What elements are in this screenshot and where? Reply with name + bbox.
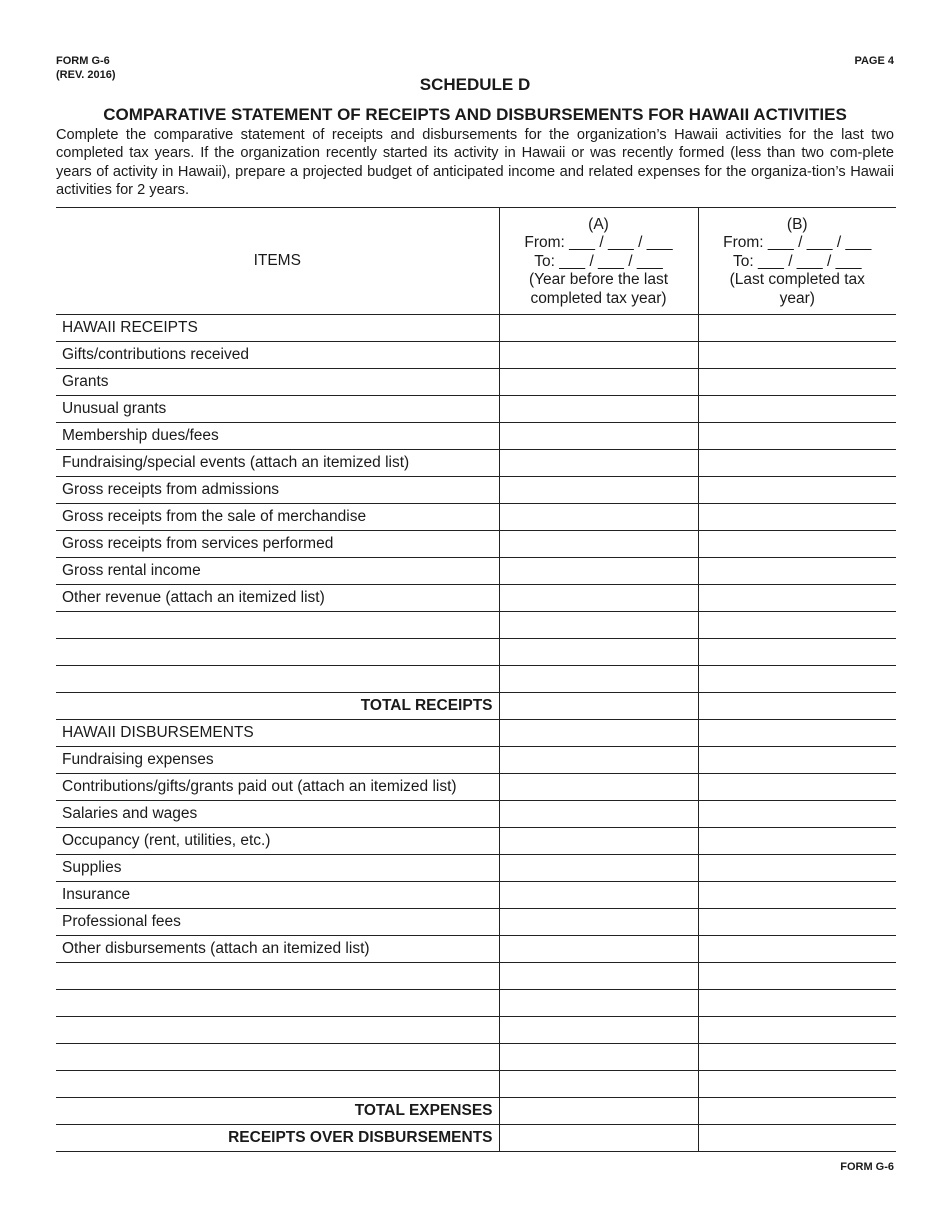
blank-item-input[interactable] [56, 1044, 499, 1071]
total-label: TOTAL EXPENSES [56, 1098, 499, 1125]
item-label: Occupancy (rent, utilities, etc.) [56, 828, 499, 855]
table-row [56, 585, 896, 612]
table-row [56, 531, 896, 558]
column-b-amount-input[interactable] [698, 747, 896, 774]
column-a-amount-input[interactable] [499, 558, 698, 585]
column-b-amount-input[interactable] [698, 855, 896, 882]
column-a-amount-input[interactable] [499, 612, 698, 639]
table-row [56, 477, 896, 504]
table-row [56, 1044, 896, 1071]
column-b-description-2: year) [779, 289, 815, 307]
blank-item-input[interactable] [56, 1017, 499, 1044]
receipts-disbursements-table [56, 207, 896, 1152]
table-row [56, 909, 896, 936]
column-b-amount-input[interactable] [698, 369, 896, 396]
table-row [56, 774, 896, 801]
column-a-description-2: completed tax year) [530, 289, 667, 307]
table-row [56, 396, 896, 423]
column-a-amount-input[interactable] [499, 639, 698, 666]
column-a-amount-input[interactable] [499, 1044, 698, 1071]
item-label: Fundraising expenses [56, 747, 499, 774]
column-a-amount-input[interactable] [499, 504, 698, 531]
table-row [56, 936, 896, 963]
table-row [56, 423, 896, 450]
table-row [56, 450, 896, 477]
column-a-to-date[interactable]: To: ___ / ___ / ___ [534, 252, 663, 270]
column-b-amount-input[interactable] [698, 1125, 896, 1152]
column-a-amount-input[interactable] [499, 1017, 698, 1044]
blank-item-input[interactable] [56, 1071, 499, 1098]
item-label: Gross receipts from admissions [56, 477, 499, 504]
column-a-description-1: (Year before the last [528, 271, 668, 289]
column-b-amount-input[interactable] [698, 720, 896, 747]
table-row [56, 342, 896, 369]
column-a-amount-input[interactable] [499, 315, 698, 342]
column-b-amount-input[interactable] [698, 909, 896, 936]
table-body [56, 315, 896, 1152]
blank-item-input[interactable] [56, 990, 499, 1017]
column-b-amount-input[interactable] [698, 477, 896, 504]
column-b-amount-input[interactable] [698, 1044, 896, 1071]
table-row [56, 666, 896, 693]
item-label: Unusual grants [56, 396, 499, 423]
column-b-amount-input[interactable] [698, 1071, 896, 1098]
column-a-amount-input[interactable] [499, 1098, 698, 1125]
column-b-from-date[interactable]: From: ___ / ___ / ___ [723, 234, 872, 252]
column-b-amount-input[interactable] [698, 423, 896, 450]
item-label: Gross receipts from services performed [56, 531, 499, 558]
table-row [56, 1071, 896, 1098]
item-label: Grants [56, 369, 499, 396]
column-a-amount-input[interactable] [499, 450, 698, 477]
column-a-amount-input[interactable] [499, 801, 698, 828]
footer-form-id: FORM G-6 [840, 1161, 894, 1173]
table-row [56, 558, 896, 585]
item-label: Other disbursements (attach an itemized list) [56, 936, 499, 963]
table-row [56, 693, 896, 720]
column-b-amount-input[interactable] [698, 531, 896, 558]
column-a-amount-input[interactable] [499, 477, 698, 504]
column-a-header [499, 208, 698, 315]
table-row [56, 639, 896, 666]
column-b-amount-input[interactable] [698, 315, 896, 342]
column-b-amount-input[interactable] [698, 828, 896, 855]
table-row [56, 612, 896, 639]
column-a-amount-input[interactable] [499, 936, 698, 963]
table-row [56, 801, 896, 828]
column-b-amount-input[interactable] [698, 504, 896, 531]
column-a-amount-input[interactable] [499, 963, 698, 990]
column-a-amount-input[interactable] [499, 1071, 698, 1098]
column-a-amount-input[interactable] [499, 396, 698, 423]
schedule-title: SCHEDULE D [419, 75, 531, 94]
item-label: Membership dues/fees [56, 423, 499, 450]
column-a-amount-input[interactable] [499, 585, 698, 612]
table-row [56, 315, 896, 342]
column-b-amount-input[interactable] [698, 558, 896, 585]
column-a-amount-input[interactable] [499, 693, 698, 720]
blank-item-input[interactable] [56, 963, 499, 990]
item-label: Fundraising/special events (attach an itemized list) [56, 450, 499, 477]
column-a-amount-input[interactable] [499, 855, 698, 882]
column-b-amount-input[interactable] [698, 693, 896, 720]
column-a-amount-input[interactable] [499, 774, 698, 801]
section-label: HAWAII DISBURSEMENTS [56, 720, 499, 747]
item-label: Gross receipts from the sale of merchandise [56, 504, 499, 531]
column-b-amount-input[interactable] [698, 1017, 896, 1044]
column-a-amount-input[interactable] [499, 990, 698, 1017]
column-b-description-1: (Last completed tax [729, 271, 865, 289]
item-label: Other revenue (attach an itemized list) [56, 585, 499, 612]
column-b-amount-input[interactable] [698, 585, 896, 612]
item-label: Gross rental income [56, 558, 499, 585]
column-a-amount-input[interactable] [499, 423, 698, 450]
column-b-amount-input[interactable] [698, 342, 896, 369]
column-a-amount-input[interactable] [499, 882, 698, 909]
column-a-amount-input[interactable] [499, 747, 698, 774]
blank-item-input[interactable] [56, 666, 499, 693]
column-a-amount-input[interactable] [499, 369, 698, 396]
table-row [56, 855, 896, 882]
column-a-amount-input[interactable] [499, 531, 698, 558]
total-label: RECEIPTS OVER DISBURSEMENTS [56, 1125, 499, 1152]
column-a-from-date[interactable]: From: ___ / ___ / ___ [524, 234, 673, 252]
total-label: TOTAL RECEIPTS [56, 693, 499, 720]
item-label: Contributions/gifts/grants paid out (attach an itemized list) [56, 774, 499, 801]
page-number: PAGE 4 [854, 55, 894, 67]
table-row [56, 828, 896, 855]
column-b-header [698, 208, 896, 315]
item-label: Gifts/contributions received [56, 342, 499, 369]
table-row [56, 369, 896, 396]
table-row [56, 1098, 896, 1125]
table-header-row [56, 208, 896, 315]
column-b-amount-input[interactable] [698, 963, 896, 990]
column-a-amount-input[interactable] [499, 720, 698, 747]
column-b-amount-input[interactable] [698, 639, 896, 666]
table-row [56, 963, 896, 990]
column-b-amount-input[interactable] [698, 936, 896, 963]
column-a-amount-input[interactable] [499, 342, 698, 369]
column-b-amount-input[interactable] [698, 666, 896, 693]
column-b-to-date[interactable]: To: ___ / ___ / ___ [733, 252, 862, 270]
column-b-amount-input[interactable] [698, 774, 896, 801]
column-b-amount-input[interactable] [698, 1098, 896, 1125]
items-header: ITEMS [56, 208, 499, 315]
table-row [56, 1017, 896, 1044]
table-row [56, 990, 896, 1017]
table-row [56, 504, 896, 531]
table-row [56, 747, 896, 774]
column-b-amount-input[interactable] [698, 450, 896, 477]
blank-item-input[interactable] [56, 639, 499, 666]
column-b-amount-input[interactable] [698, 801, 896, 828]
column-b-amount-input[interactable] [698, 612, 896, 639]
column-b-amount-input[interactable] [698, 882, 896, 909]
table-row [56, 882, 896, 909]
column-a-amount-input[interactable] [499, 909, 698, 936]
section-label: HAWAII RECEIPTS [56, 315, 499, 342]
form-id: FORM G-6 [56, 55, 110, 67]
page-title: COMPARATIVE STATEMENT OF RECEIPTS AND DISBURSEMENTS FOR HAWAII ACTIVITIES [103, 105, 847, 124]
column-a-letter: (A) [588, 215, 609, 233]
instructions-paragraph: Complete the comparative statement of receipts and disbursements for the organization’s Hawaii activities for the last two completed tax years. If the organization recently started its activity in Hawaii or was recently formed (less than two com-plete years of activity in Hawaii), prepare a projected budget of anticipated income and related expenses for the organiza-tion’s Hawaii activities for 2 years. [56, 127, 894, 198]
item-label: Salaries and wages [56, 801, 499, 828]
form-revision: (REV. 2016) [56, 69, 116, 81]
column-b-amount-input[interactable] [698, 990, 896, 1017]
column-b-letter: (B) [786, 215, 808, 233]
column-a-amount-input[interactable] [499, 1125, 698, 1152]
column-a-amount-input[interactable] [499, 666, 698, 693]
item-label: Supplies [56, 855, 499, 882]
table-row [56, 720, 896, 747]
blank-item-input[interactable] [56, 612, 499, 639]
table-row [56, 1125, 896, 1152]
column-b-amount-input[interactable] [698, 396, 896, 423]
item-label: Professional fees [56, 909, 499, 936]
column-a-amount-input[interactable] [499, 828, 698, 855]
item-label: Insurance [56, 882, 499, 909]
